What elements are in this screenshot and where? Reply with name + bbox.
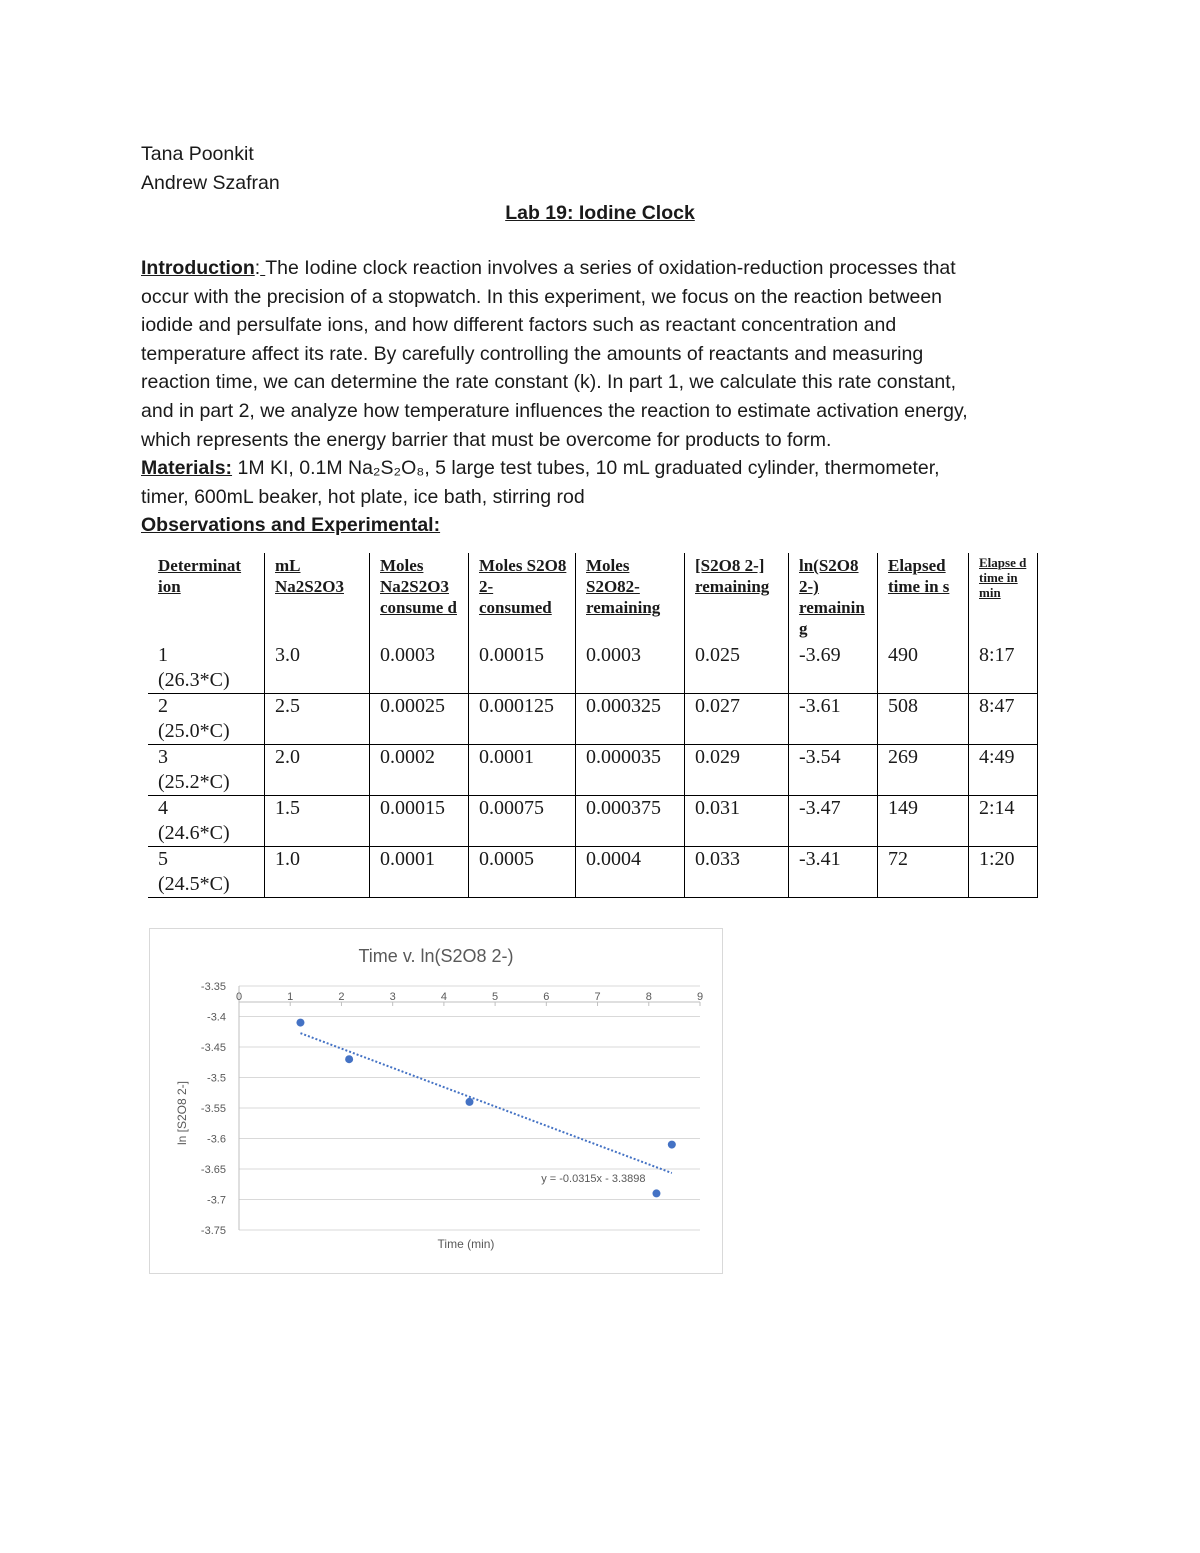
chart-trendline-group — [300, 1033, 671, 1185]
observations-label: Observations and Experimental: — [141, 514, 441, 537]
chart-trendline — [300, 1033, 671, 1173]
chart-x-tick-label: 2 — [338, 991, 345, 1003]
chart-x-tick-label: 7 — [594, 991, 601, 1003]
table-row — [148, 847, 1038, 898]
chart-y-tick-label: -3.45 — [200, 1042, 226, 1054]
chart-y-tick-label: -3.65 — [200, 1164, 226, 1176]
chart-y-tick-label: -3.35 — [200, 981, 226, 993]
chart-data-point — [296, 1019, 304, 1027]
chart-y-tick-label: -3.6 — [207, 1133, 226, 1146]
chart-trendline-label: y = -0.0315x - 3.3898 — [541, 1173, 646, 1186]
intro-line-5: reaction time, we can determine the rate constant (k). In part 1, we calculate this rate constant, — [141, 371, 957, 394]
cell-ml: 1.0 — [265, 847, 370, 898]
intro-line-7: which represents the energy barrier that must be overcome for products to form. — [141, 428, 832, 451]
table-header-row — [148, 553, 1038, 643]
chart-data-point — [652, 1189, 660, 1197]
cell-ml: 1.5 — [265, 796, 370, 847]
cell-determination: 4 (24.6*C) — [148, 796, 265, 847]
table-row — [148, 796, 1038, 847]
cell-concentration: 0.027 — [685, 694, 789, 745]
page-title: Lab 19: Iodine Clock — [505, 202, 695, 224]
cell-moles-na: 0.0001 — [370, 847, 469, 898]
intro-line-4: temperature affect its rate. By carefully controlling the amounts of reactants and measuring — [141, 342, 924, 365]
cell-moles-consumed: 0.000125 — [469, 694, 576, 745]
introduction-paragraph: Introduction: The Iodine clock reaction involves a series of oxidation-reduction processes that occur with the precision of a stopwatch. In this experiment, we focus on the reaction between iodide and persulfate ions, and how different factors such as reactant concentration and temperature affect its rate. By carefully controlling the amounts of reactants and measuring reaction time, we can determine the rate constant (k). In part 1, we calculate this rate constant, and in part 2, we analyze how temperature influences the reaction to estimate activation energy, which represents the energy barrier that must be overcome for products to form. Materials: 1M KI, 0.1M Na₂S₂O₈, 5 large test tubes, 10 mL graduated cylinder, thermometer, timer, 600mL beaker, hot plate, ice bath, stirring rod Observations and Experimental: — [141, 257, 968, 537]
cell-moles-remaining: 0.0004 — [576, 847, 685, 898]
cell-ln: -3.69 — [789, 643, 878, 694]
cell-seconds: 72 — [878, 847, 969, 898]
chart-title: Time v. ln(S2O8 2-) — [358, 946, 514, 966]
chart-x-tick-label: 4 — [440, 991, 447, 1003]
chart-y-ticks — [201, 981, 226, 1237]
chart-y-tick-label: -3.5 — [207, 1072, 226, 1085]
table-row — [148, 643, 1038, 694]
header-ml-na2s2o3: mL Na2S2O3 — [265, 553, 370, 643]
cell-determination: 2 (25.0*C) — [148, 694, 265, 745]
chart-y-tick-label: -3.7 — [207, 1194, 226, 1207]
materials-line-1: 1M KI, 0.1M Na₂S₂O₈, 5 large test tubes, 10 mL graduated cylinder, thermometer, — [237, 457, 940, 480]
chart-x-ticks — [236, 991, 703, 1006]
cell-ml: 2.0 — [265, 745, 370, 796]
header-elapsed-seconds: Elapsed time in s — [878, 553, 969, 643]
header-ln-remaining: ln(S2O8 2-) remainin g — [789, 553, 878, 643]
cell-seconds: 149 — [878, 796, 969, 847]
cell-moles-consumed: 0.0001 — [469, 745, 576, 796]
cell-concentration: 0.025 — [685, 643, 789, 694]
chart-y-tick-label: -3.75 — [200, 1225, 226, 1237]
chart-x-tick-label: 9 — [696, 991, 704, 1003]
cell-minutes: 8:47 — [969, 694, 1038, 745]
materials-line-2: timer, 600mL beaker, hot plate, ice bath, stirring rod — [141, 485, 585, 508]
chart-data-point — [345, 1055, 353, 1063]
chart-svg — [150, 929, 722, 1273]
cell-minutes: 4:49 — [969, 745, 1038, 796]
chart-x-axis-label: Time (min) — [437, 1237, 495, 1251]
cell-determination: 1 (26.3*C) — [158, 644, 230, 691]
cell-determination: 3 (25.2*C) — [148, 745, 265, 796]
table-row — [148, 745, 1038, 796]
cell-moles-remaining: 0.000035 — [576, 745, 685, 796]
cell-ml: 2.5 — [265, 694, 370, 745]
intro-line-1: The Iodine clock reaction involves a series of oxidation-reduction processes that — [265, 257, 956, 279]
cell-moles-remaining: 0.000325 — [576, 694, 685, 745]
header-conc-remaining: [S2O8 2-] remaining — [685, 553, 789, 643]
cell-ln: -3.54 — [789, 745, 878, 796]
cell-concentration: 0.031 — [685, 796, 789, 847]
author-2: Andrew Szafran — [141, 172, 280, 194]
chart-x-tick-label: 5 — [492, 991, 499, 1003]
cell-minutes: 1:20 — [969, 847, 1038, 898]
cell-ln: -3.47 — [789, 796, 878, 847]
cell-moles-remaining: 0.000375 — [576, 796, 685, 847]
intro-line-2: occur with the precision of a stopwatch. In this experiment, we focus on the reaction between — [141, 285, 943, 308]
cell-seconds: 508 — [878, 694, 969, 745]
intro-line-6: and in part 2, we analyze how temperature influences the reaction to estimate activation energy, — [141, 399, 968, 422]
cell-ln: -3.41 — [789, 847, 878, 898]
header-moles-s2o8-remaining: Moles S2O82- remaining — [576, 553, 685, 643]
header-moles-s2o8-consumed: Moles S2O8 2- consumed — [469, 553, 576, 643]
chart-x-tick-label: 8 — [645, 991, 652, 1003]
cell-minutes: 2:14 — [969, 796, 1038, 847]
intro-line-3: iodide and persulfate ions, and how different factors such as reactant concentration and — [141, 314, 897, 337]
author-1: Tana Poonkit — [141, 143, 254, 165]
cell-concentration: 0.029 — [685, 745, 789, 796]
chart-y-tick-label: -3.4 — [207, 1011, 226, 1024]
chart-gridlines — [239, 986, 700, 1230]
chart-x-tick-label: 1 — [287, 991, 294, 1003]
cell-moles-na: 0.00025 — [370, 694, 469, 745]
data-table — [148, 553, 1038, 898]
cell-moles-remaining: 0.0003 — [576, 643, 685, 694]
cell-ml: 3.0 — [265, 643, 370, 694]
introduction-label: Introduction — [141, 257, 255, 279]
chart-x-tick-label: 3 — [389, 991, 396, 1003]
cell-moles-consumed: 0.0005 — [469, 847, 576, 898]
chart-y-tick-label: -3.55 — [200, 1103, 226, 1115]
scatter-chart — [149, 928, 723, 1274]
cell-seconds: 490 — [878, 643, 969, 694]
cell-ln: -3.61 — [789, 694, 878, 745]
cell-minutes: 8:17 — [969, 643, 1038, 694]
chart-y-axis-label: ln [S2O8 2-] — [175, 1080, 189, 1146]
cell-moles-na: 0.0002 — [370, 745, 469, 796]
cell-seconds: 269 — [878, 745, 969, 796]
chart-x-tick-label: 0 — [235, 991, 243, 1003]
header-determination: Determinat ion — [158, 556, 242, 596]
cell-moles-na: 0.0003 — [370, 643, 469, 694]
cell-moles-consumed: 0.00075 — [469, 796, 576, 847]
materials-label: Materials: — [141, 457, 233, 480]
cell-moles-consumed: 0.00015 — [469, 643, 576, 694]
chart-x-tick-label: 6 — [543, 991, 550, 1003]
chart-data-point — [466, 1098, 474, 1106]
cell-determination: 5 (24.5*C) — [148, 847, 265, 898]
header-elapsed-minutes: Elapse d time in min — [969, 553, 1038, 643]
header-moles-na2s2o3-consumed: Moles Na2S2O3 consume d — [370, 553, 469, 643]
cell-moles-na: 0.00015 — [370, 796, 469, 847]
table-row — [148, 694, 1038, 745]
chart-data-point — [668, 1141, 676, 1149]
cell-concentration: 0.033 — [685, 847, 789, 898]
